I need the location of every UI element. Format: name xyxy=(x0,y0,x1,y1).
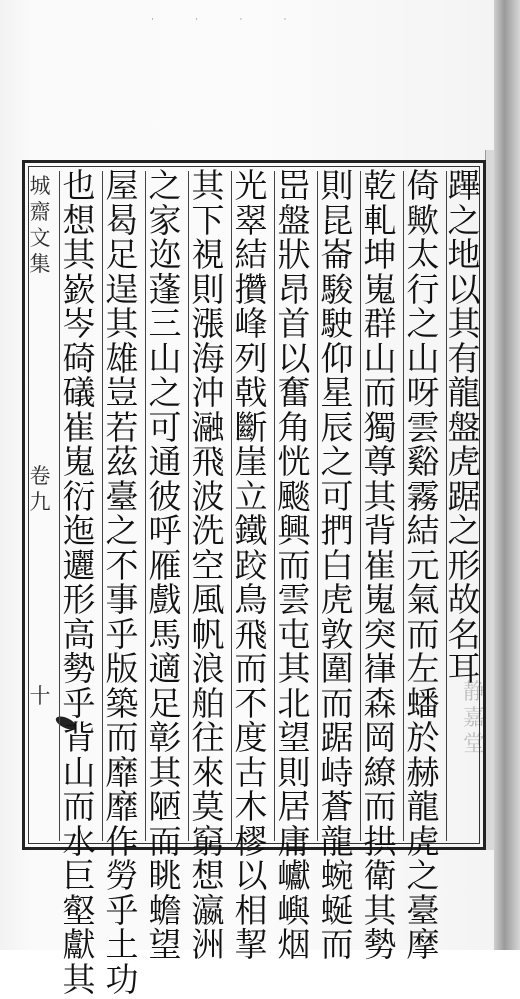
column-divider xyxy=(360,171,361,841)
text-column-3: 乾軋坤嵬群山而獨尊其背崔嵬突嵂森岡繚而拱衛其勢 xyxy=(363,166,397,964)
binding-strip xyxy=(494,0,520,950)
text-column-8: 之家迩蓬三山之可通彼呼雁戲馬適足彰其陋而眺蟾望 xyxy=(148,166,182,964)
margin-specks: ˙ ˙ ˙ ˙ xyxy=(150,18,306,29)
juan-label: 卷九 xyxy=(29,464,51,514)
show-through-stamp: 静嘉堂 xyxy=(462,680,485,757)
text-column-9: 屋曷足逞其雄豈若茲臺之不事乎版築而靡靡作勞乎土功 xyxy=(105,166,139,999)
column-divider xyxy=(145,171,146,841)
column-divider xyxy=(188,171,189,841)
column-divider xyxy=(231,171,232,841)
column-divider xyxy=(317,171,318,841)
text-frame xyxy=(22,160,486,999)
page-number: 十 xyxy=(29,684,51,708)
column-divider xyxy=(403,171,404,841)
text-column-2: 倚歟太行之山呀雲谿霧結元氣而左蟠於赫龍虎之臺摩 xyxy=(406,166,440,964)
column-divider xyxy=(102,171,103,841)
next-page-edge xyxy=(485,150,494,850)
text-column-7: 其下視則漲海沖瀜飛波洗空風帆浪舶往來莫窮想瀛洲 xyxy=(191,166,225,964)
text-column-6: 光翠結攢峰列戟斷崖立鐵跤鳥飛而不度古木樛以相挈 xyxy=(234,166,268,964)
column-divider xyxy=(59,171,60,841)
column-divider xyxy=(274,171,275,841)
text-column-1: 蹕之地以其有龍盤虎踞之形故名耳 xyxy=(447,166,481,688)
text-column-5: 岊盤狀昂首以奮角恍颷興而雲屯其北望則居庸巘嶼烟 xyxy=(277,166,311,964)
text-column-10: 也想其嶔岑碕礒崔嵬衍迤邐形高勢乎背山而水巨壑獻其 xyxy=(62,166,96,999)
text-column-4: 則昆崙駿駛仰星辰之可捫白虎敦圍而踞峙蒼龍蜿蜒而 xyxy=(320,166,354,964)
book-title-margin: 城齋文集 xyxy=(29,174,51,276)
